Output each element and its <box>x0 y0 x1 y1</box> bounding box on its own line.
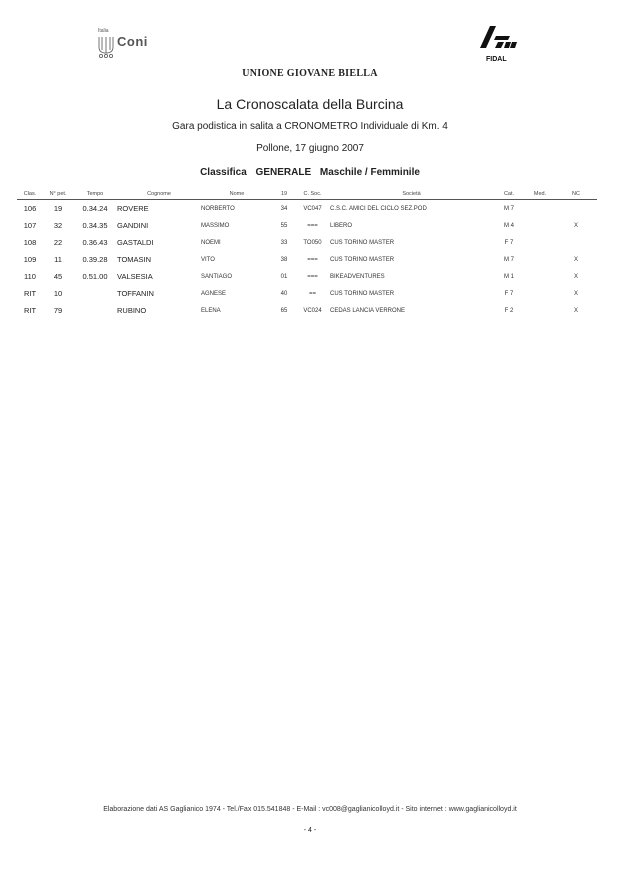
cell-clas: 108 <box>23 238 37 247</box>
col-csoc: C. Soc. <box>295 189 330 200</box>
cell-csoc: == <box>308 290 316 297</box>
cell-cognome: ROVERE <box>117 204 149 213</box>
col-societa: Società <box>330 189 493 200</box>
cell-med <box>525 268 555 285</box>
cell-pet: 22 <box>53 238 63 247</box>
cell-pet: 19 <box>53 204 63 213</box>
cell-tempo: 0.34.24 <box>82 204 108 213</box>
cell-cognome: GASTALDI <box>117 238 154 247</box>
cell-societa: C.S.C. AMICI DEL CICLO SEZ.POD <box>330 205 427 212</box>
col-cognome: Cognome <box>117 189 201 200</box>
cell-societa: LIBERO <box>330 222 353 229</box>
col-nc: NC <box>555 189 597 200</box>
cell-nc: X <box>573 290 578 297</box>
cell-csoc: TO050 <box>303 239 322 246</box>
cell-anno: 34 <box>280 205 288 212</box>
cell-anno: 01 <box>280 273 288 280</box>
cell-pet: 10 <box>53 289 63 298</box>
cell-anno: 55 <box>280 222 288 229</box>
page-number: - 4 - <box>303 827 317 834</box>
cell-csoc: VC024 <box>303 307 322 314</box>
cell-med <box>525 200 555 218</box>
table-row <box>17 234 597 251</box>
cell-cat: F 7 <box>504 239 514 246</box>
cell-tempo: 0.34.35 <box>82 221 108 230</box>
col-cat: Cat. <box>493 189 525 200</box>
table-row <box>17 285 597 302</box>
cell-clas: 107 <box>23 221 37 230</box>
cell-pet: 11 <box>54 255 62 264</box>
col-nome: Nome <box>201 189 273 200</box>
classification-heading <box>0 167 620 178</box>
cell-cat: M 1 <box>503 273 514 280</box>
cell-nc <box>555 234 597 251</box>
cell-pet: 79 <box>53 306 63 315</box>
cell-csoc: === <box>307 222 318 229</box>
table-row <box>17 268 597 285</box>
col-anno: 19 <box>273 189 295 200</box>
cell-nome: VITO <box>201 256 215 263</box>
col-tempo: Tempo <box>73 189 117 200</box>
cell-clas: RIT <box>23 306 37 315</box>
cell-tempo <box>73 302 117 319</box>
cell-med <box>525 302 555 319</box>
table-header-row <box>17 189 597 200</box>
cell-med <box>525 285 555 302</box>
cell-nc <box>555 200 597 218</box>
cell-tempo <box>73 285 117 302</box>
fidal-mark-icon <box>480 26 520 50</box>
cell-cognome: TOMASIN <box>117 255 152 264</box>
col-med: Med. <box>525 189 555 200</box>
cell-societa: BIKEADVENTURES <box>330 273 385 280</box>
cell-cat: M 7 <box>503 205 514 212</box>
place-date: Pollone, 17 giugno 2007 <box>256 143 364 154</box>
table-row <box>17 302 597 319</box>
cell-societa: CUS TORINO MASTER <box>330 239 395 246</box>
cell-med <box>525 234 555 251</box>
cell-med <box>525 217 555 234</box>
coni-small-text: Italia <box>98 28 109 34</box>
col-pet: N° pet. <box>43 189 73 200</box>
cell-csoc: === <box>307 256 318 263</box>
cell-csoc: VC047 <box>303 205 322 212</box>
cell-cognome: RUBINO <box>117 306 147 315</box>
cell-anno: 65 <box>280 307 288 314</box>
cell-nc: X <box>573 307 578 314</box>
cell-pet: 32 <box>53 221 63 230</box>
cell-cognome: VALSESIA <box>117 272 153 281</box>
cell-nome: ELENA <box>201 307 221 314</box>
page-title: La Cronoscalata della Burcina <box>216 96 404 112</box>
cell-cat: M 7 <box>503 256 514 263</box>
coni-text: Coni <box>117 34 148 49</box>
race-subtitle: Gara podistica in salita a CRONOMETRO Individuale di Km. 4 <box>172 121 448 132</box>
coni-logo <box>97 28 157 62</box>
cell-societa: CEDAS LANCIA VERRONE <box>330 307 406 314</box>
cell-csoc: === <box>307 273 318 280</box>
cell-tempo: 0.51.00 <box>82 272 108 281</box>
cell-clas: 109 <box>23 255 37 264</box>
table-row <box>17 217 597 234</box>
fidal-text: FIDAL <box>486 56 507 63</box>
class-label: Classifica <box>200 167 247 178</box>
cell-tempo: 0.39.28 <box>82 255 108 264</box>
cell-med <box>525 251 555 268</box>
table-row <box>17 200 597 218</box>
footer-credits: Elaborazione dati AS Gaglianico 1974 - Tel./Fax 015.541848 - E-Mail : vc008@gaglianicolloyd.it - Sito internet : www.gaglianicolloyd.it <box>103 806 517 813</box>
class-type: GENERALE <box>255 167 312 178</box>
cell-cognome: GANDINI <box>117 221 149 230</box>
table-row <box>17 251 597 268</box>
fidal-logo <box>474 26 522 70</box>
cell-tempo: 0.36.43 <box>82 238 108 247</box>
cell-nome: NOEMI <box>201 239 221 246</box>
cell-clas: RIT <box>23 289 37 298</box>
cell-clas: 110 <box>24 272 36 281</box>
cell-nc: X <box>573 222 578 229</box>
results-table <box>17 189 597 319</box>
cell-anno: 38 <box>280 256 288 263</box>
cell-clas: 106 <box>23 204 37 213</box>
cell-pet: 45 <box>53 272 63 281</box>
coni-emblem-icon <box>97 31 115 59</box>
organization-name: UNIONE GIOVANE BIELLA <box>242 68 378 79</box>
col-clas: Clas. <box>17 189 43 200</box>
cell-nc: X <box>573 256 578 263</box>
cell-cat: F 2 <box>504 307 514 314</box>
cell-societa: CUS TORINO MASTER <box>330 256 395 263</box>
cell-cat: M 4 <box>503 222 514 229</box>
cell-societa: CUS TORINO MASTER <box>330 290 395 297</box>
cell-anno: 40 <box>280 290 288 297</box>
cell-nome: NORBERTO <box>201 205 235 212</box>
class-gender: Maschile / Femminile <box>319 167 420 178</box>
cell-cognome: TOFFANIN <box>117 289 154 298</box>
cell-cat: F 7 <box>504 290 514 297</box>
cell-nome: AGNESE <box>201 290 227 297</box>
cell-nc: X <box>573 273 578 280</box>
cell-nome: MASSIMO <box>201 222 230 229</box>
cell-anno: 33 <box>280 239 288 246</box>
cell-nome: SANTIAGO <box>201 273 233 280</box>
